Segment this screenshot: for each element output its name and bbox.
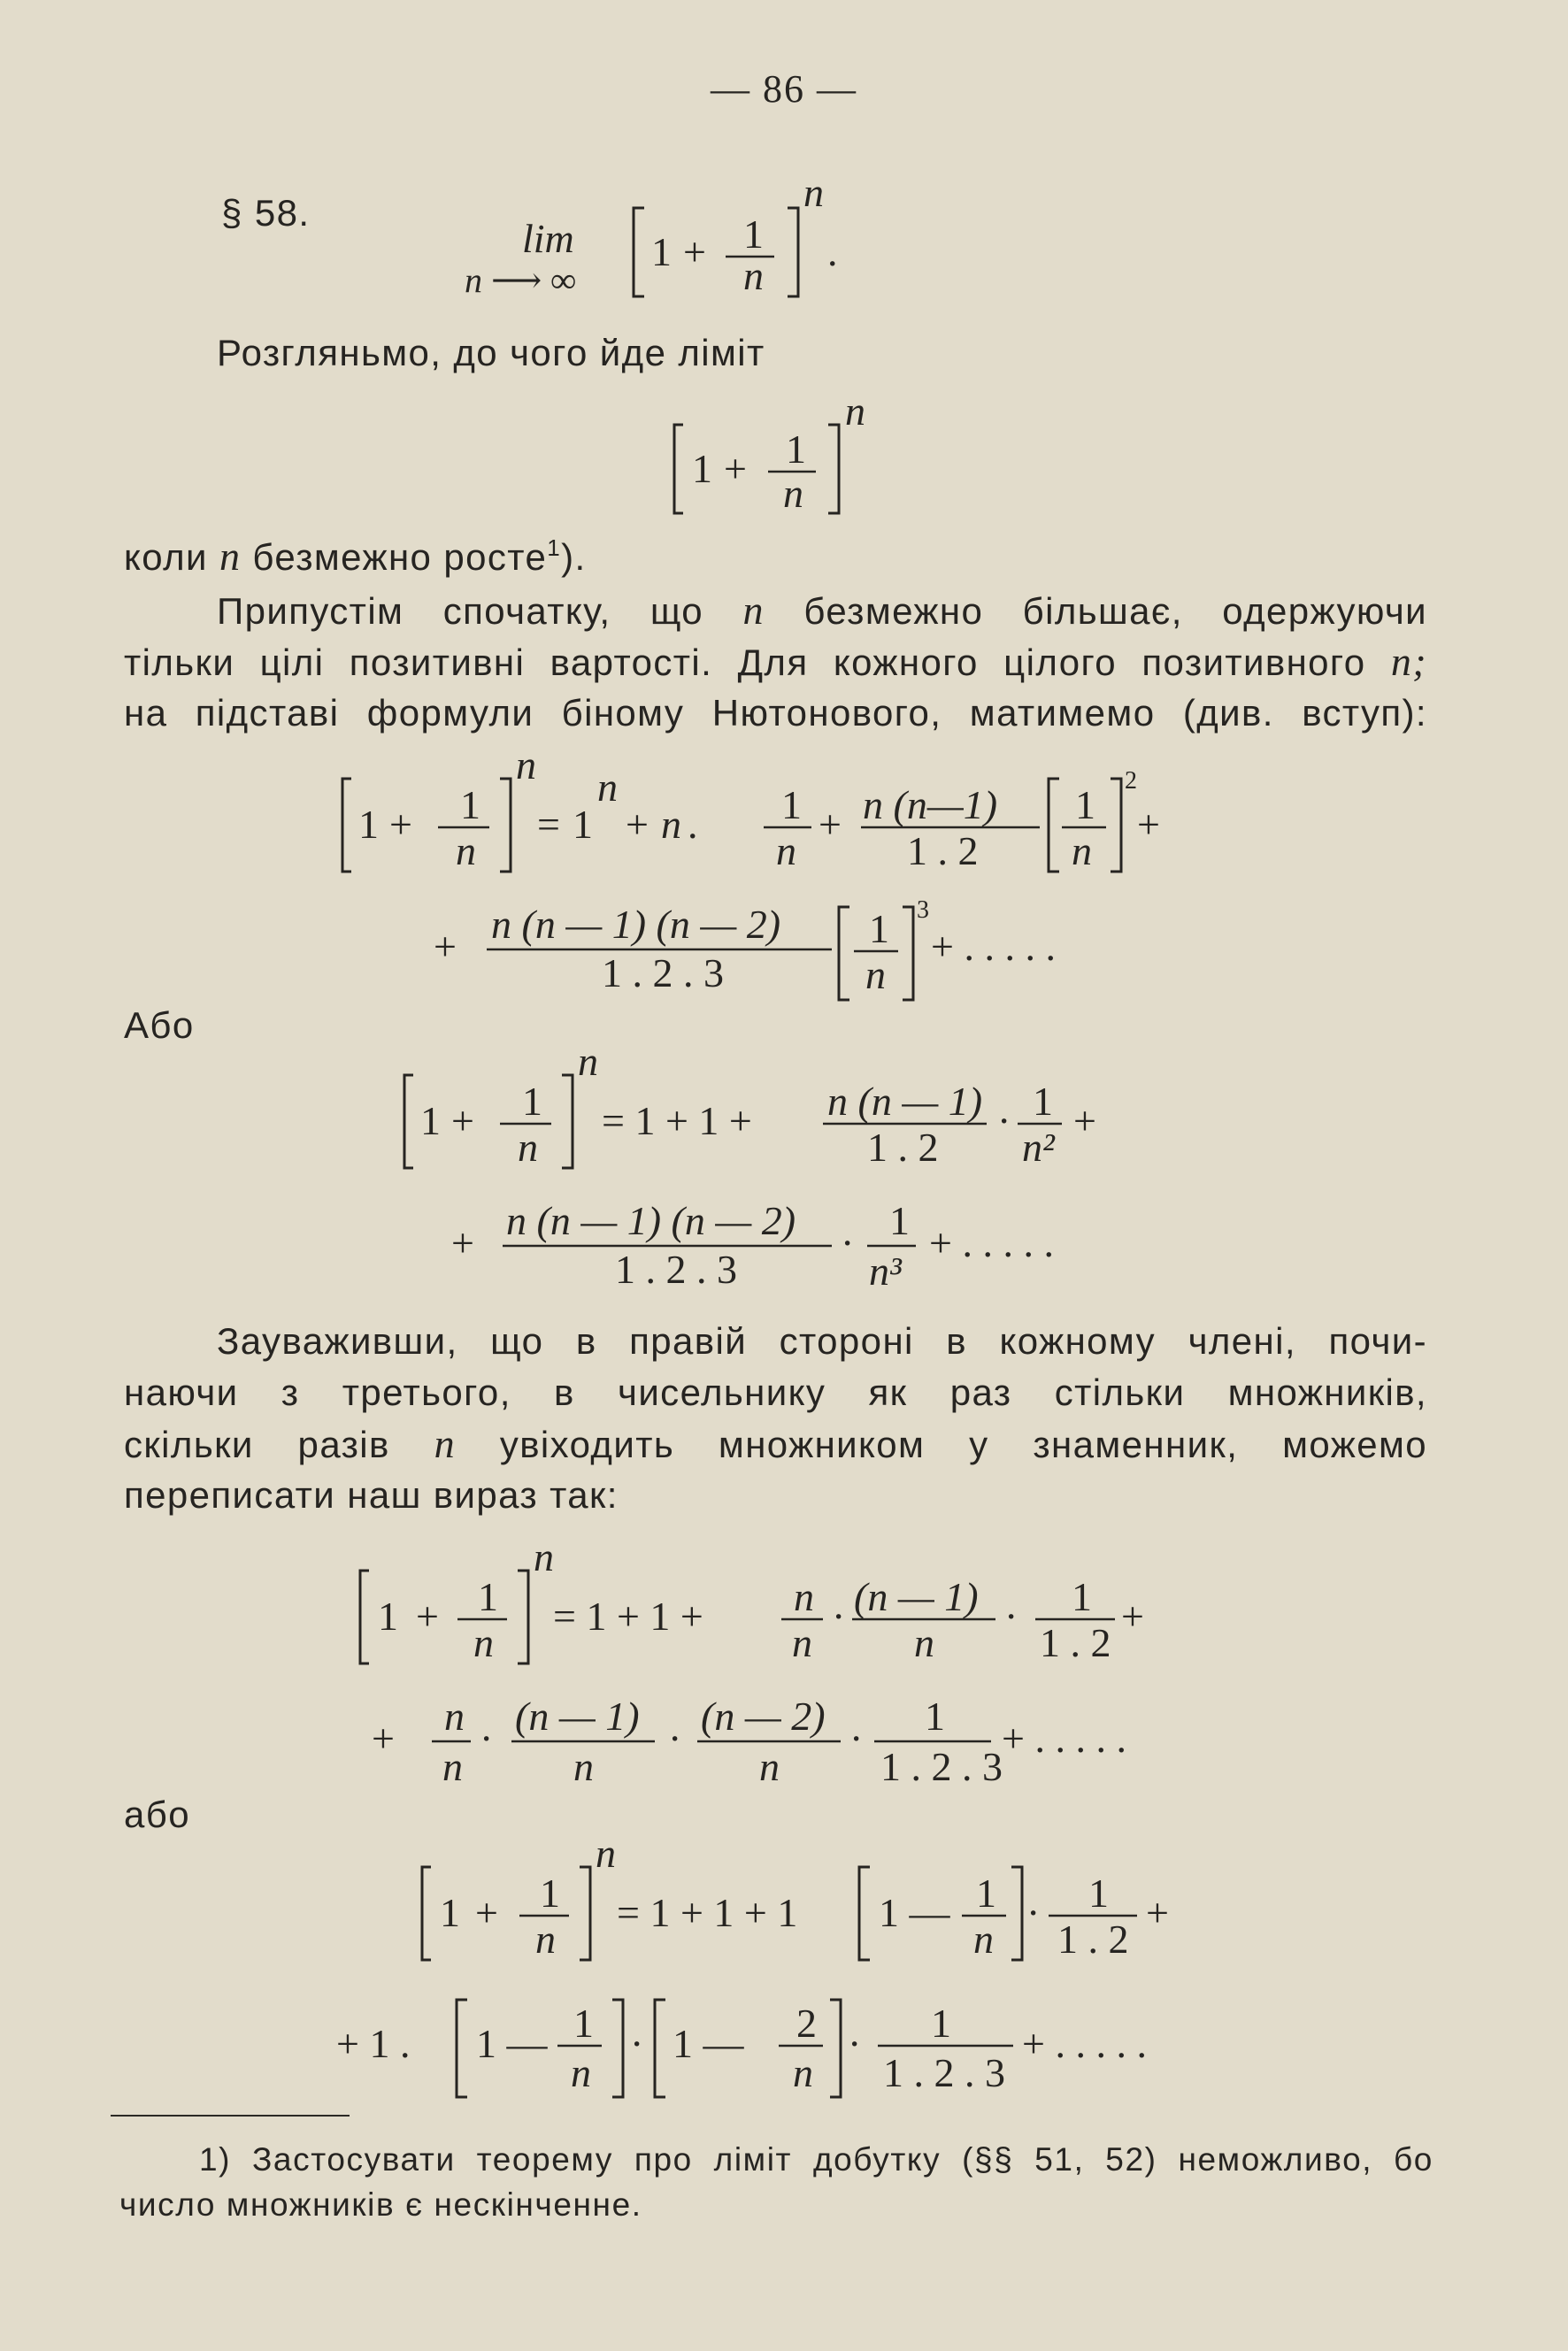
equation-2	[403, 1039, 1164, 1177]
svg-text:n: n	[776, 828, 796, 873]
svg-text:+: +	[434, 924, 457, 969]
fraction-denominator: n	[743, 253, 764, 298]
svg-text:(n — 1): (n — 1)	[515, 1694, 640, 1739]
svg-text:n (n—1): n (n—1)	[863, 782, 998, 827]
period: .	[827, 229, 838, 274]
intro-expression	[673, 388, 885, 526]
intro-text: Розгляньмо, до чого йде ліміт	[217, 332, 765, 373]
svg-text:1 . 2 . 3: 1 . 2 . 3	[880, 1744, 1003, 1789]
svg-text:·: ·	[668, 1716, 682, 1761]
svg-text:n: n	[578, 1039, 598, 1084]
svg-text:1 . 2 . 3: 1 . 2 . 3	[602, 950, 724, 995]
svg-text:·: ·	[480, 1716, 494, 1761]
fraction-numerator: 1	[743, 211, 764, 257]
svg-text:1 . 2: 1 . 2	[907, 828, 979, 873]
svg-text:n: n	[845, 388, 865, 434]
svg-text:+: +	[626, 802, 649, 847]
svg-text:n: n	[516, 742, 536, 788]
svg-text:1: 1	[869, 906, 889, 951]
footnote-line2: число множників є нескінченне.	[119, 2186, 642, 2223]
svg-text:= 1 + 1 + 1: = 1 + 1 + 1	[617, 1890, 798, 1935]
svg-text:n: n	[759, 1744, 780, 1789]
svg-text:= 1 + 1 +: = 1 + 1 +	[553, 1594, 703, 1639]
svg-text:n: n	[597, 764, 618, 810]
svg-text:n: n	[571, 2050, 591, 2095]
svg-text:+: +	[451, 1098, 474, 1143]
svg-text:n: n	[535, 1917, 556, 1962]
svg-text:(n — 1): (n — 1)	[854, 1574, 979, 1619]
svg-text:+: +	[819, 802, 842, 847]
svg-text:1: 1	[1075, 782, 1095, 827]
svg-text:1: 1	[781, 782, 802, 827]
svg-text:n: n	[573, 1744, 594, 1789]
svg-text:1: 1	[573, 2001, 594, 2046]
svg-text:n: n	[456, 828, 476, 873]
svg-text:1 . 2: 1 . 2	[1057, 1917, 1129, 1962]
svg-text:n²: n²	[1022, 1125, 1055, 1170]
svg-text:·: ·	[630, 2021, 644, 2066]
svg-text:1: 1	[358, 802, 379, 847]
svg-text:+ . . . . .: + . . . . .	[1022, 2021, 1147, 2066]
left-bracket	[634, 208, 644, 296]
svg-text:+: +	[451, 1220, 474, 1265]
svg-text:n: n	[794, 1574, 814, 1619]
svg-text:1: 1	[1033, 1079, 1053, 1124]
svg-text:+: +	[1121, 1594, 1144, 1639]
svg-text:2: 2	[796, 2001, 817, 2046]
svg-text:1: 1	[692, 446, 712, 491]
equation-3-continued	[372, 1681, 1168, 1796]
svg-text:n: n	[973, 1917, 994, 1962]
svg-text:3: 3	[917, 896, 929, 924]
right-bracket	[788, 208, 798, 296]
footnote-rule	[111, 2115, 350, 2117]
svg-text:1: 1	[573, 802, 593, 847]
one: 1	[651, 229, 672, 274]
svg-text:1 —: 1 —	[673, 2021, 744, 2066]
svg-text:1: 1	[1072, 1574, 1092, 1619]
svg-text:1: 1	[786, 426, 806, 472]
svg-text:n: n	[444, 1694, 465, 1739]
para2-line1: Зауваживши, що в правій стороні в кожному члені, почи-	[217, 1320, 1427, 1362]
svg-text:+: +	[1146, 1890, 1169, 1935]
svg-text:n (n — 1) (n — 2): n (n — 1) (n — 2)	[506, 1198, 796, 1243]
svg-text:+ . . . . .: + . . . . .	[1002, 1716, 1126, 1761]
svg-text:= 1 + 1 +: = 1 + 1 +	[602, 1098, 752, 1143]
equation-1	[341, 742, 1226, 880]
page-number: — 86 —	[711, 67, 857, 111]
section-number: § 58.	[221, 192, 311, 234]
svg-text:n (n — 1) (n — 2): n (n — 1) (n — 2)	[491, 902, 781, 947]
svg-text:n: n	[473, 1620, 494, 1665]
svg-text:n: n	[661, 802, 681, 847]
equation-4	[420, 1831, 1217, 1969]
svg-text:+: +	[416, 1594, 439, 1639]
svg-text:+ . . . . .: + . . . . .	[931, 924, 1056, 969]
svg-text:1 . 2 . 3: 1 . 2 . 3	[883, 2050, 1005, 2095]
abo-label-1: Або	[124, 1004, 195, 1046]
svg-text:1: 1	[378, 1594, 398, 1639]
para2-line3: скільки разів n увіходить множником у знаменник, можемо	[124, 1421, 1427, 1466]
svg-text:n: n	[1072, 828, 1092, 873]
svg-text:1 . 2: 1 . 2	[867, 1125, 939, 1170]
svg-text:1: 1	[931, 2001, 951, 2046]
svg-text:1: 1	[522, 1079, 542, 1124]
svg-text:+: +	[372, 1716, 395, 1761]
lim-subscript: n ⟶ ∞	[465, 260, 576, 300]
svg-text:1: 1	[889, 1198, 910, 1243]
svg-text:2: 2	[1125, 767, 1137, 795]
svg-text:n: n	[534, 1534, 554, 1579]
equation-2-continued	[451, 1186, 1124, 1296]
svg-text:n: n	[596, 1831, 616, 1876]
svg-text:1: 1	[925, 1694, 945, 1739]
para1-line1: Припустім спочатку, що n безмежно більшає, одержуючи	[217, 588, 1427, 633]
svg-text:1: 1	[440, 1890, 460, 1935]
svg-text:n (n — 1): n (n — 1)	[827, 1079, 983, 1124]
svg-text:+: +	[1137, 802, 1160, 847]
svg-text:+: +	[389, 802, 412, 847]
svg-text:1 . 2: 1 . 2	[1040, 1620, 1111, 1665]
lim-label: lim	[522, 216, 574, 261]
svg-text:1: 1	[1088, 1871, 1109, 1916]
abo-label-2: або	[124, 1794, 190, 1835]
footnote-line1: 1) Застосувати теорему про ліміт добутку (§§ 51, 52) неможливо, бо	[199, 2141, 1433, 2178]
svg-text:n³: n³	[869, 1248, 902, 1294]
when-line: коли n безмежно росте$^1$).	[124, 534, 587, 579]
svg-text:1: 1	[420, 1098, 441, 1143]
equation-4-continued	[336, 1982, 1186, 2106]
svg-text:n: n	[442, 1744, 463, 1789]
para2-line2: наючи з третього, в чисельнику як раз стільки множників,	[124, 1371, 1427, 1413]
svg-text:+: +	[475, 1890, 498, 1935]
section-limit-formula	[451, 170, 858, 305]
svg-text:n: n	[793, 2050, 813, 2095]
svg-text:n: n	[914, 1620, 934, 1665]
svg-text:n: n	[865, 952, 886, 997]
equation-1-continued	[434, 889, 1141, 1004]
svg-text:1 —: 1 —	[476, 2021, 548, 2066]
svg-text:1: 1	[460, 782, 480, 827]
para2-line4: переписати наш вираз так:	[124, 1474, 619, 1516]
svg-text:n: n	[792, 1620, 812, 1665]
svg-text:+: +	[1073, 1098, 1096, 1143]
svg-text:n: n	[783, 471, 803, 516]
svg-text:+: +	[724, 446, 747, 491]
plus: +	[683, 229, 706, 274]
svg-text:·: ·	[832, 1594, 846, 1639]
svg-text:=: =	[537, 802, 560, 847]
exponent: n	[803, 170, 824, 215]
svg-text:·: ·	[1004, 1594, 1018, 1639]
svg-text:·: ·	[849, 1716, 864, 1761]
svg-text:1 . 2 . 3: 1 . 2 . 3	[615, 1247, 737, 1292]
svg-text:1: 1	[478, 1574, 498, 1619]
svg-text:1: 1	[540, 1871, 560, 1916]
svg-text:·: ·	[841, 1220, 855, 1265]
svg-text:+ 1 .: + 1 .	[336, 2021, 411, 2066]
equation-3	[358, 1534, 1190, 1672]
para1-line2: тільки цілі позитивні вартості. Для кожного цілого позитивного n;	[124, 639, 1427, 684]
svg-text:n: n	[518, 1125, 538, 1170]
svg-text:1 —: 1 —	[879, 1890, 950, 1935]
para1-line3: на підставі формули біному Нютонового, матимемо (див. вступ):	[124, 692, 1427, 734]
svg-text:·: ·	[1026, 1890, 1041, 1935]
svg-text:·: ·	[848, 2021, 862, 2066]
svg-text:+ . . . . .: + . . . . .	[929, 1220, 1054, 1265]
svg-text:(n — 2): (n — 2)	[701, 1694, 826, 1739]
svg-text:1: 1	[976, 1871, 996, 1916]
svg-text:.: .	[688, 802, 698, 847]
svg-text:·: ·	[997, 1098, 1011, 1143]
